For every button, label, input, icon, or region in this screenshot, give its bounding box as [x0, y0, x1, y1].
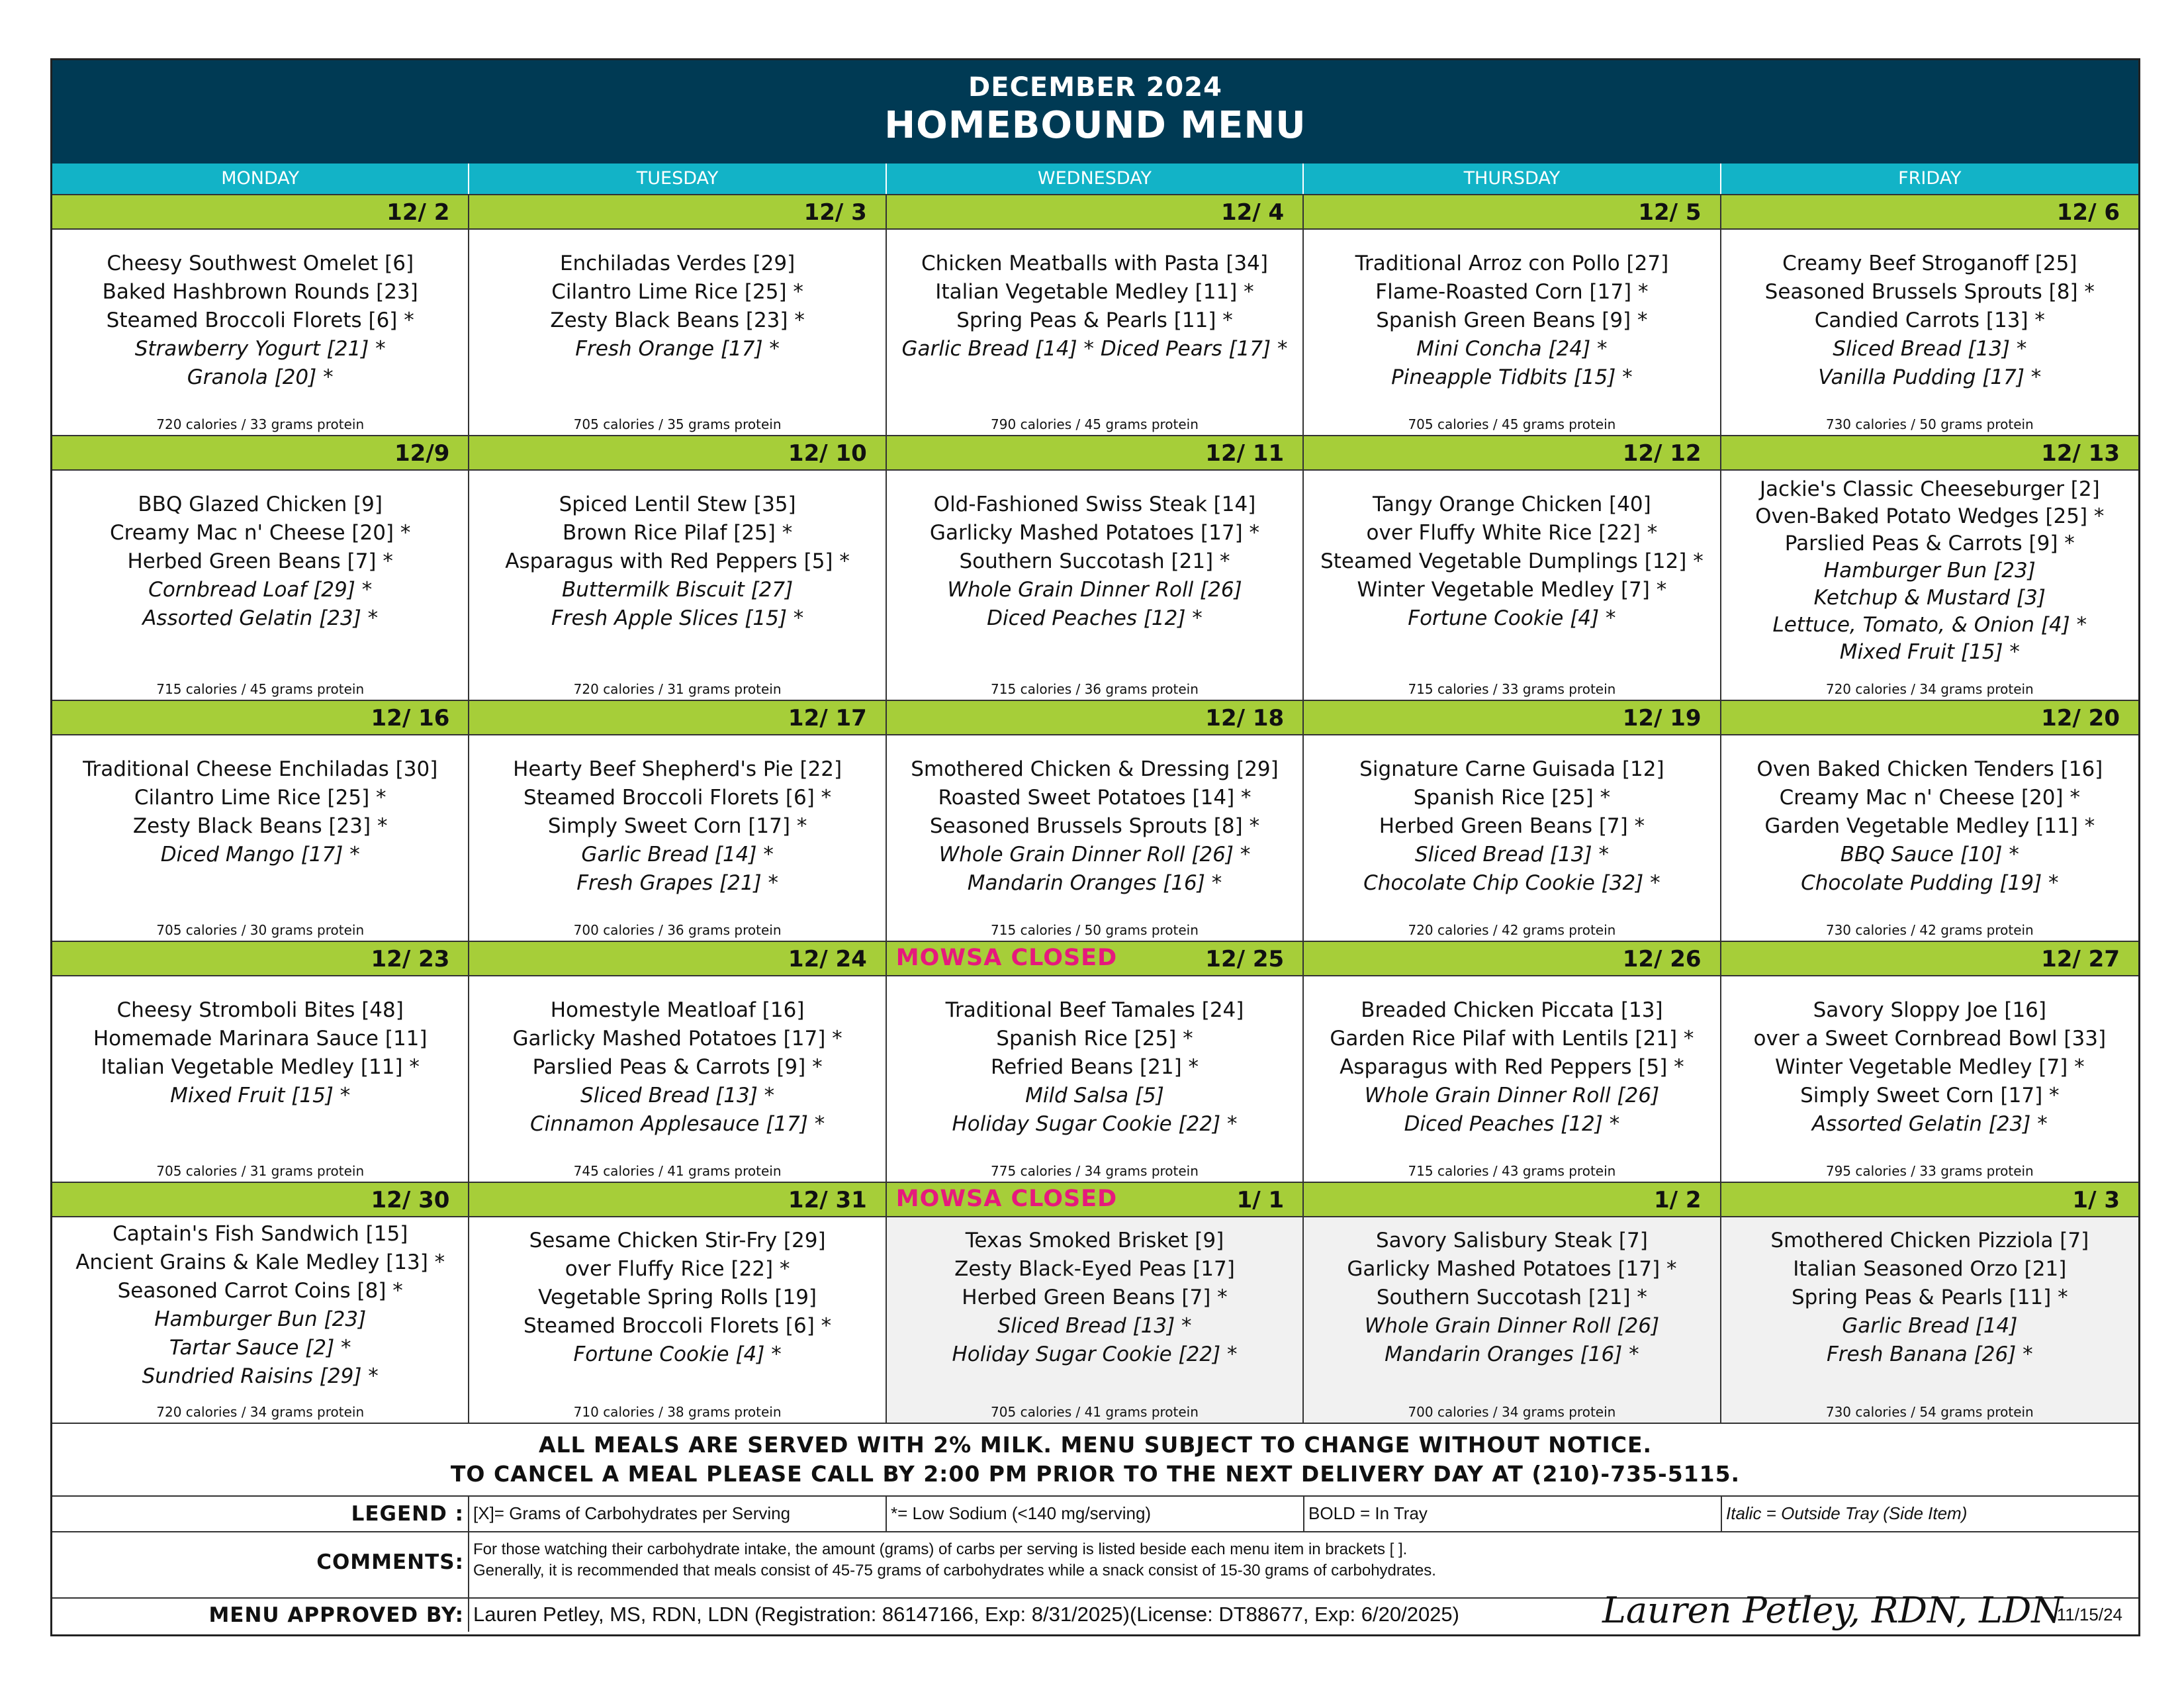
tray-item: over Fluffy White Rice [22] * [1366, 521, 1658, 545]
nutrition-info: 730 calories / 42 grams protein [1825, 922, 2034, 938]
comments-line-2: Generally, it is recommended that meals consist of 45-75 grams of carbohydrates while a snack consist of 15-30 grams of carbohydrates. [473, 1562, 1436, 1579]
nutrition-info: 705 calories / 41 grams protein [991, 1404, 1199, 1420]
tray-item: Traditional Cheese Enchiladas [30] [83, 757, 438, 781]
tray-item: Traditional Arroz con Pollo [27] [1355, 252, 1669, 275]
side-item: Diced Mango [17] * [160, 843, 360, 867]
tray-item: Garlicky Mashed Potatoes [17] * [929, 521, 1260, 545]
date-cell [887, 1183, 1304, 1216]
menu-cell [52, 471, 469, 700]
tray-item: Asparagus with Red Peppers [5] * [505, 549, 850, 573]
tray-item: over a Sweet Cornbread Bowl [33] [1753, 1027, 2107, 1051]
menu-items [469, 996, 885, 1139]
date-cell [887, 195, 1304, 228]
tray-item: Oven-Baked Potato Wedges [25] * [1755, 504, 2105, 528]
menu-items [1304, 996, 1719, 1139]
tray-item: Zesty Black-Eyed Peas [17] [954, 1257, 1235, 1281]
tray-item: Homemade Marinara Sauce [11] [93, 1027, 428, 1051]
tray-item: Ancient Grains & Kale Medley [13] * [75, 1250, 445, 1274]
nutrition-info: 730 calories / 54 grams protein [1825, 1404, 2034, 1420]
tray-item: Southern Succotash [21] * [959, 549, 1230, 573]
tray-item: Seasoned Carrot Coins [8] * [117, 1279, 403, 1303]
menu-row [52, 735, 2138, 941]
service-notice [52, 1423, 2138, 1495]
nutrition-info: 720 calories / 42 grams protein [1408, 922, 1616, 938]
menu-cell [1304, 1217, 1721, 1423]
side-item: Hamburger Bun [23] [1823, 559, 2036, 583]
tray-item: Seasoned Brussels Sprouts [8] * [929, 814, 1260, 838]
menu-cell [1721, 976, 2138, 1182]
tray-item: Herbed Green Beans [7] * [962, 1286, 1228, 1309]
date-label: 12/ 18 [1205, 705, 1285, 731]
side-item: Lettuce, Tomato, & Onion [4] * [1772, 613, 2087, 637]
menu-items [1304, 755, 1719, 898]
menu-row [52, 976, 2138, 1182]
side-item: Fresh Grapes [21] * [576, 871, 778, 895]
date-cell [52, 942, 469, 975]
menu-cell [469, 976, 886, 1182]
menu-items [52, 1220, 468, 1391]
date-label: 12/ 2 [387, 199, 450, 226]
date-label: 12/ 10 [788, 440, 867, 467]
side-item: Fortune Cookie [4] * [1408, 606, 1616, 630]
date-cell [1304, 195, 1721, 228]
menu-cell [469, 1217, 886, 1423]
signature: Lauren Petley, RDN, LDN [1602, 1589, 2063, 1631]
tray-item: Vegetable Spring Rolls [19] [538, 1286, 817, 1309]
menu-items [469, 491, 885, 633]
date-cell [1304, 701, 1721, 734]
side-item: Mandarin Oranges [16] * [967, 871, 1222, 895]
date-cell [52, 1183, 469, 1216]
menu-sheet [50, 58, 2140, 1636]
side-item: Fresh Orange [17] * [575, 337, 780, 361]
tray-item: Signature Carne Guisada [12] [1359, 757, 1664, 781]
side-item: Holiday Sugar Cookie [22] * [952, 1342, 1238, 1366]
date-label: 12/ 6 [2056, 199, 2120, 226]
date-cell [1721, 195, 2138, 228]
tray-item: Candied Carrots [13] * [1814, 308, 2045, 332]
date-cell [52, 436, 469, 469]
tray-item: Sesame Chicken Stir-Fry [29] [529, 1229, 826, 1252]
menu-month: DECEMBER 2024 [968, 72, 1222, 103]
legend-sodium: *= Low Sodium (<140 mg/serving) [887, 1497, 1304, 1531]
approved-label: MENU APPROVED BY: [52, 1599, 469, 1632]
tray-item: Homestyle Meatloaf [16] [550, 998, 805, 1022]
date-label: 12/ 4 [1220, 199, 1285, 226]
tray-item: Cilantro Lime Rice [25] * [551, 280, 803, 304]
date-cell [887, 942, 1304, 975]
nutrition-info: 795 calories / 33 grams protein [1825, 1163, 2034, 1179]
comments-row [52, 1531, 2138, 1597]
side-item: Mandarin Oranges [16] * [1385, 1342, 1639, 1366]
legend-label: LEGEND : [52, 1497, 469, 1531]
nutrition-info: 705 calories / 31 grams protein [156, 1163, 365, 1179]
tray-item: Spanish Rice [25] * [1413, 786, 1611, 810]
menu-cell [52, 976, 469, 1182]
menu-items [887, 755, 1302, 898]
tray-item: Spanish Green Beans [9] * [1376, 308, 1648, 332]
side-item: Whole Grain Dinner Roll [26] [1364, 1314, 1660, 1338]
approved-text [469, 1589, 2138, 1632]
closed-notice: MOWSA CLOSED [895, 945, 1118, 971]
menu-items [469, 1227, 885, 1369]
side-item: Assorted Gelatin [23] * [142, 606, 379, 630]
nutrition-info: 705 calories / 30 grams protein [156, 922, 365, 938]
side-item: Chocolate Pudding [19] * [1801, 871, 2059, 895]
menu-cell [887, 230, 1304, 435]
tray-item: Traditional Beef Tamales [24] [945, 998, 1244, 1022]
menu-items [52, 755, 468, 869]
tray-item: Flame-Roasted Corn [17] * [1375, 280, 1649, 304]
legend-carbs: [X]= Grams of Carbohydrates per Serving [469, 1497, 887, 1531]
notice-line-2: TO CANCEL A MEAL PLEASE CALL BY 2:00 PM PRIOR TO THE NEXT DELIVERY DAY AT (210)-735-5115. [450, 1461, 1741, 1487]
tray-item: Spanish Rice [25] * [996, 1027, 1193, 1051]
menu-cell [1721, 1217, 2138, 1423]
date-label: 12/ 23 [371, 946, 450, 972]
date-cell [469, 195, 886, 228]
tray-item: Garlicky Mashed Potatoes [17] * [1347, 1257, 1677, 1281]
menu-items [887, 996, 1302, 1139]
menu-items [887, 491, 1302, 633]
menu-cell [887, 976, 1304, 1182]
tray-item: Cilantro Lime Rice [25] * [134, 786, 387, 810]
tray-item: Creamy Mac n' Cheese [20] * [1779, 786, 2080, 810]
tray-item: Spiced Lentil Stew [35] [559, 492, 796, 516]
tray-item: Creamy Beef Stroganoff [25] [1782, 252, 2077, 275]
date-label: 12/ 31 [788, 1187, 867, 1213]
day-wednesday: WEDNESDAY [887, 164, 1304, 194]
side-item: Hamburger Bun [23] [154, 1307, 367, 1331]
tray-item: BBQ Glazed Chicken [9] [138, 492, 383, 516]
approver-credentials: Lauren Petley, MS, RDN, LDN (Registration: 86147166, Exp: 8/31/2025)(License: DT88677, Exp: 6/20/2025) [473, 1603, 1459, 1626]
date-cell [469, 701, 886, 734]
menu-cell [1721, 471, 2138, 700]
tray-item: Garlicky Mashed Potatoes [17] * [512, 1027, 842, 1051]
tray-item: Steamed Broccoli Florets [6] * [106, 308, 414, 332]
date-label: 12/ 27 [2041, 946, 2120, 972]
menu-items [52, 996, 468, 1110]
nutrition-info: 720 calories / 34 grams protein [156, 1404, 365, 1420]
date-label: 12/ 19 [1622, 705, 1702, 731]
header [52, 60, 2138, 164]
day-friday: FRIDAY [1898, 168, 1962, 189]
legend-italic: Italic = Outside Tray (Side Item) [1726, 1503, 1968, 1523]
menu-items [1721, 250, 2138, 392]
tray-item: Spring Peas & Pearls [11] * [1792, 1286, 2068, 1309]
side-item: Garlic Bread [14] * Diced Pears [17] * [901, 337, 1288, 361]
menu-cell [52, 735, 469, 941]
side-item: Diced Peaches [12] * [1404, 1112, 1620, 1136]
tray-item: Herbed Green Beans [7] * [127, 549, 393, 573]
date-label: 12/ 25 [1205, 946, 1285, 972]
menu-cell [1721, 735, 2138, 941]
weekday-header [52, 164, 2138, 194]
menu-cell [1304, 471, 1721, 700]
date-label: 1/ 3 [2072, 1187, 2120, 1213]
nutrition-info: 720 calories / 34 grams protein [1825, 681, 2034, 697]
tray-item: Savory Sloppy Joe [16] [1813, 998, 2046, 1022]
side-item: Pineapple Tidbits [15] * [1391, 365, 1633, 389]
menu-cell [469, 230, 886, 435]
nutrition-info: 715 calories / 36 grams protein [991, 681, 1199, 697]
tray-item: Texas Smoked Brisket [9] [965, 1229, 1224, 1252]
side-item: Garlic Bread [14] * [581, 843, 774, 867]
date-label: 12/ 3 [803, 199, 867, 226]
tray-item: Simply Sweet Corn [17] * [547, 814, 807, 838]
menu-items [52, 250, 468, 392]
tray-item: Winter Vegetable Medley [7] * [1357, 578, 1667, 602]
day-tuesday: TUESDAY [469, 164, 886, 194]
date-label: 12/ 30 [371, 1187, 450, 1213]
date-cell [52, 195, 469, 228]
tray-item: Creamy Mac n' Cheese [20] * [110, 521, 411, 545]
menu-cell [52, 230, 469, 435]
comments-label: COMMENTS: [52, 1532, 469, 1597]
side-item: Cinnamon Applesauce [17] * [529, 1112, 825, 1136]
menu-row [52, 1217, 2138, 1423]
date-row [52, 1182, 2138, 1217]
date-cell [1721, 701, 2138, 734]
menu-items [1304, 1227, 1719, 1369]
tray-item: Refried Beans [21] * [990, 1055, 1199, 1079]
menu-items [1721, 996, 2138, 1139]
menu-cell [1304, 976, 1721, 1182]
side-item: BBQ Sauce [10] * [1840, 843, 2019, 867]
side-item: Mixed Fruit [15] * [1839, 640, 2020, 664]
tray-item: Zesty Black Beans [23] * [132, 814, 388, 838]
side-item: Diced Peaches [12] * [987, 606, 1203, 630]
side-item: Vanilla Pudding [17] * [1818, 365, 2042, 389]
side-item: Fresh Apple Slices [15] * [551, 606, 804, 630]
tray-item: Savory Salisbury Steak [7] [1375, 1229, 1648, 1252]
side-item: Sliced Bread [13] * [580, 1084, 775, 1107]
side-item: Sliced Bread [13] * [997, 1314, 1192, 1338]
date-row [52, 941, 2138, 976]
legend-row [52, 1495, 2138, 1531]
comments-line-1: For those watching their carbohydrate intake, the amount (grams) of carbs per serving is listed beside each menu item in brackets [ ]. [473, 1540, 1408, 1558]
tray-item: Steamed Broccoli Florets [6] * [523, 1314, 832, 1338]
nutrition-info: 705 calories / 35 grams protein [573, 416, 782, 432]
nutrition-info: 745 calories / 41 grams protein [573, 1163, 782, 1179]
date-cell [1721, 942, 2138, 975]
side-item: Fortune Cookie [4] * [573, 1342, 782, 1366]
side-item: Tartar Sauce [2] * [169, 1336, 351, 1360]
tray-item: Oven Baked Chicken Tenders [16] [1756, 757, 2103, 781]
side-item: Mild Salsa [5] [1025, 1084, 1164, 1107]
date-label: 12/ 20 [2041, 705, 2120, 731]
nutrition-info: 775 calories / 34 grams protein [991, 1163, 1199, 1179]
tray-item: Brown Rice Pilaf [25] * [562, 521, 793, 545]
side-item: Sundried Raisins [29] * [142, 1364, 379, 1388]
tray-item: Enchiladas Verdes [29] [559, 252, 796, 275]
date-cell [469, 1183, 886, 1216]
nutrition-info: 700 calories / 36 grams protein [573, 922, 782, 938]
side-item: Mixed Fruit [15] * [170, 1084, 351, 1107]
menu-row [52, 471, 2138, 700]
tray-item: Tangy Orange Chicken [40] [1373, 492, 1651, 516]
date-cell [887, 436, 1304, 469]
date-cell [469, 942, 886, 975]
date-label: 12/ 5 [1638, 199, 1702, 226]
approved-date: 11/15/24 [2056, 1605, 2122, 1624]
nutrition-info: 700 calories / 34 grams protein [1408, 1404, 1616, 1420]
tray-item: Herbed Green Beans [7] * [1379, 814, 1645, 838]
tray-item: Parslied Peas & Carrots [9] * [1784, 532, 2075, 555]
menu-cell [887, 471, 1304, 700]
menu-items [887, 1227, 1302, 1369]
tray-item: Parslied Peas & Carrots [9] * [532, 1055, 823, 1079]
menu-items [1721, 755, 2138, 898]
menu-row [52, 230, 2138, 435]
tray-item: Cheesy Stromboli Bites [48] [116, 998, 404, 1022]
tray-item: Steamed Broccoli Florets [6] * [523, 786, 832, 810]
tray-item: Garden Rice Pilaf with Lentils [21] * [1330, 1027, 1694, 1051]
menu-items [887, 250, 1302, 363]
tray-item: Hearty Beef Shepherd's Pie [22] [513, 757, 842, 781]
tray-item: Spring Peas & Pearls [11] * [956, 308, 1233, 332]
date-label: 12/ 11 [1205, 440, 1285, 467]
tray-item: Chicken Meatballs with Pasta [34] [921, 252, 1268, 275]
menu-items [1304, 491, 1719, 633]
tray-item: Captain's Fish Sandwich [15] [113, 1222, 408, 1246]
tray-item: Breaded Chicken Piccata [13] [1361, 998, 1663, 1022]
nutrition-info: 730 calories / 50 grams protein [1825, 416, 2034, 432]
side-item: Granola [20] * [187, 365, 334, 389]
menu-title: HOMEBOUND MENU [884, 104, 1306, 147]
date-cell [1721, 436, 2138, 469]
menu-grid [52, 194, 2138, 1423]
menu-cell [1304, 230, 1721, 435]
date-label: 1/ 1 [1236, 1187, 1285, 1213]
side-item: Chocolate Chip Cookie [32] * [1363, 871, 1661, 895]
side-item: Whole Grain Dinner Roll [26] [947, 578, 1242, 602]
side-item: Assorted Gelatin [23] * [1811, 1112, 2048, 1136]
tray-item: Italian Seasoned Orzo [21] [1793, 1257, 2067, 1281]
side-item: Buttermilk Biscuit [27] [561, 578, 794, 602]
side-item: Sliced Bread [13] * [1833, 337, 2027, 361]
tray-item: Jackie's Classic Cheeseburger [2] [1759, 477, 2100, 501]
day-monday: MONDAY [52, 164, 469, 194]
menu-cell [469, 471, 886, 700]
nutrition-info: 715 calories / 33 grams protein [1408, 681, 1616, 697]
notice-line-1: ALL MEALS ARE SERVED WITH 2% MILK. MENU SUBJECT TO CHANGE WITHOUT NOTICE. [538, 1432, 1653, 1458]
menu-items [469, 250, 885, 363]
tray-item: over Fluffy Rice [22] * [565, 1257, 790, 1281]
date-label: 12/ 26 [1622, 946, 1702, 972]
nutrition-info: 720 calories / 33 grams protein [156, 416, 365, 432]
tray-item: Smothered Chicken & Dressing [29] [911, 757, 1279, 781]
date-label: 12/ 16 [371, 705, 450, 731]
tray-item: Cheesy Southwest Omelet [6] [107, 252, 414, 275]
side-item: Fresh Banana [26] * [1826, 1342, 2033, 1366]
side-item: Cornbread Loaf [29] * [148, 578, 373, 602]
menu-cell [52, 1217, 469, 1423]
menu-items [469, 755, 885, 898]
closed-notice: MOWSA CLOSED [895, 1186, 1118, 1212]
tray-item: Steamed Vegetable Dumplings [12] * [1320, 549, 1704, 573]
menu-cell [1304, 735, 1721, 941]
side-item: Ketchup & Mustard [3] [1813, 586, 2046, 610]
tray-item: Garden Vegetable Medley [11] * [1764, 814, 2095, 838]
comments-text [469, 1532, 2138, 1597]
tray-item: Smothered Chicken Pizziola [7] [1770, 1229, 2089, 1252]
menu-cell [887, 735, 1304, 941]
date-cell [1304, 1183, 1721, 1216]
date-cell [1304, 942, 1721, 975]
tray-item: Roasted Sweet Potatoes [14] * [938, 786, 1251, 810]
date-label: 12/ 17 [788, 705, 867, 731]
menu-items [1721, 476, 2138, 666]
date-cell [52, 701, 469, 734]
date-cell [469, 436, 886, 469]
tray-item: Baked Hashbrown Rounds [23] [102, 280, 418, 304]
date-label: 12/ 24 [788, 946, 867, 972]
tray-item: Winter Vegetable Medley [7] * [1774, 1055, 2085, 1079]
nutrition-info: 715 calories / 43 grams protein [1408, 1163, 1616, 1179]
date-label: 12/9 [394, 440, 450, 467]
nutrition-info: 720 calories / 31 grams protein [573, 681, 782, 697]
day-thursday: THURSDAY [1304, 164, 1721, 194]
tray-item: Simply Sweet Corn [17] * [1800, 1084, 2060, 1107]
menu-items [52, 491, 468, 633]
side-item: Whole Grain Dinner Roll [26] * [938, 843, 1251, 867]
tray-item: Italian Vegetable Medley [11] * [935, 280, 1254, 304]
date-row [52, 435, 2138, 471]
side-item: Garlic Bread [14] [1842, 1314, 2018, 1338]
date-row [52, 700, 2138, 735]
date-label: 12/ 12 [1622, 440, 1702, 467]
date-label: 12/ 13 [2041, 440, 2120, 467]
date-label: 1/ 2 [1654, 1187, 1702, 1213]
date-cell [1721, 1183, 2138, 1216]
tray-item: Seasoned Brussels Sprouts [8] * [1764, 280, 2095, 304]
tray-item: Asparagus with Red Peppers [5] * [1340, 1055, 1684, 1079]
side-item: Sliced Bread [13] * [1414, 843, 1609, 867]
menu-cell [469, 735, 886, 941]
tray-item: Southern Succotash [21] * [1376, 1286, 1647, 1309]
tray-item: Zesty Black Beans [23] * [550, 308, 805, 332]
date-row [52, 194, 2138, 230]
side-item: Strawberry Yogurt [21] * [134, 337, 386, 361]
menu-cell [887, 1217, 1304, 1423]
tray-item: Old-Fashioned Swiss Steak [14] [933, 492, 1256, 516]
tray-item: Italian Vegetable Medley [11] * [101, 1055, 420, 1079]
menu-cell [1721, 230, 2138, 435]
nutrition-info: 715 calories / 50 grams protein [991, 922, 1199, 938]
side-item: Whole Grain Dinner Roll [26] [1364, 1084, 1660, 1107]
nutrition-info: 710 calories / 38 grams protein [573, 1404, 782, 1420]
nutrition-info: 790 calories / 45 grams protein [991, 416, 1199, 432]
nutrition-info: 705 calories / 45 grams protein [1408, 416, 1616, 432]
date-cell [1304, 436, 1721, 469]
menu-items [1304, 250, 1719, 392]
approved-row [52, 1589, 2138, 1632]
menu-items [1721, 1227, 2138, 1369]
side-item: Mini Concha [24] * [1416, 337, 1608, 361]
legend-bold: BOLD = In Tray [1304, 1497, 1722, 1531]
date-cell [887, 701, 1304, 734]
side-item: Holiday Sugar Cookie [22] * [952, 1112, 1238, 1136]
nutrition-info: 715 calories / 45 grams protein [156, 681, 365, 697]
